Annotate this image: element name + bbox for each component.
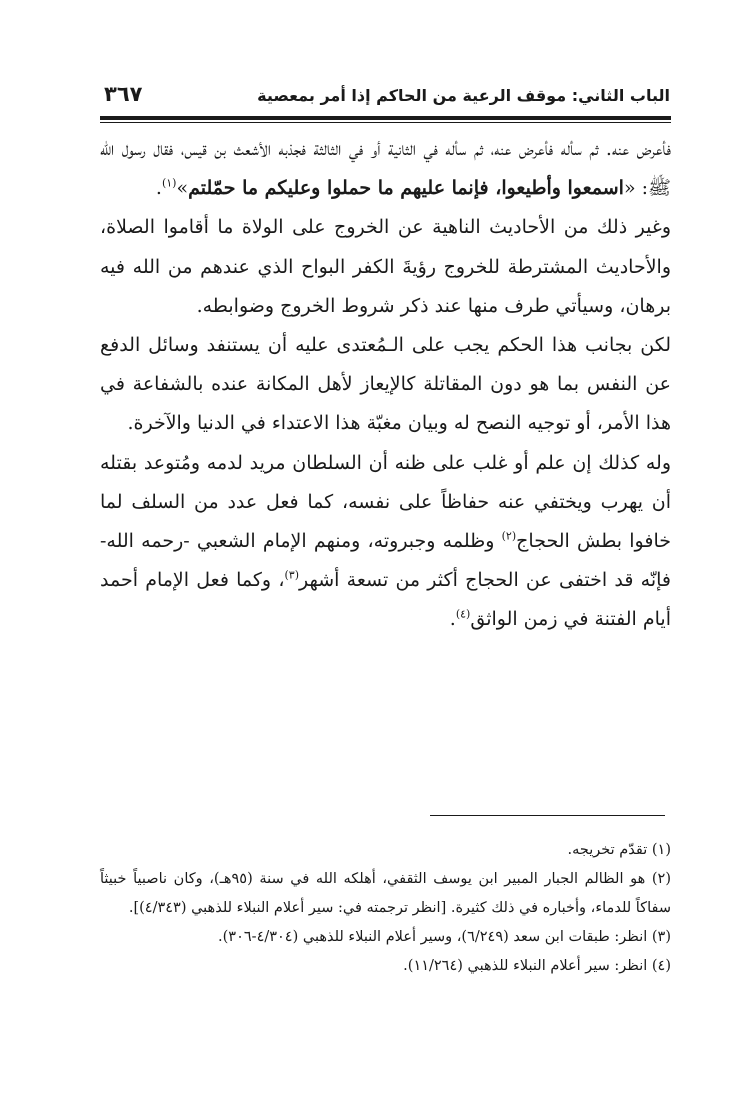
paragraph-4-end: . [449,608,456,631]
quote-close: » [176,177,189,200]
footnote-ref-3: (٣) [284,568,299,582]
header-rule-thin [100,122,671,123]
footnote-2: (٢) هو الظالم الجبار المبير ابن يوسف الثقفي، أهلكه الله في سنة (٩٥هـ)، وكان ناصبياً خبيثاً سفاكاً للدماء، وأخباره في ذلك كثيرة. [انظر ترجمته في: سير أعلام النبلاء للذهبي (٤/٣٤٣)]. [100,871,671,916]
footnote-4: (٤) انظر: سير أعلام النبلاء للذهبي (١١/٢٦٤). [403,958,671,974]
paragraph-4-part-a: وله كذلك إن علم أو غلب على ظنه أن السلطان مريد لدمه ومُتوعد بقتله أن يهرب ويختفي عنه حفاظاً على نفسه، كما فعل عدد من السلف لما خافوا بطش الحجاج [100,451,671,553]
footnote-ref-2: (٢) [501,529,517,543]
paragraph-3: لكن بجانب هذا الحكم يجب على الـمُعتدى عليه أن يستنفد وسائل الدفع عن النفس بما هو دون المقاتلة كالإيعاز لأهل المكانة عنده بالشفاعة في هذا الأمر، أو توجيه النصح له وبيان مغبّة هذا الاعتداء في الدنيا والآخرة. [100,334,671,435]
footnote-separator [430,815,665,816]
page-number: ٣٦٧ [104,82,143,106]
header-rule-thick [100,116,671,120]
paragraph-1 [100,130,671,208]
paragraph-4-part-c: ، وكما فعل الإمام أحمد أيام الفتنة في زمن الواثق [100,569,671,631]
footnote-ref-1: (١) [161,176,177,190]
paragraph-1-end: . [155,177,162,200]
paragraph-4 [100,444,671,640]
running-header [102,84,670,112]
paragraph-2: وغير ذلك من الأحاديث الناهية عن الخروج على الولاة ما أقاموا الصلاة، والأحاديث المشترطة للخروج رؤيةَ الكفر البواح الذي عندهم من الله فيه برهان، وسيأتي طرف منها عند ذكر شروط الخروج وضوابطه. [100,216,671,317]
hadith-quote: اسمعوا وأطيعوا، فإنما عليهم ما حملوا وعليكم ما حمّلتم [188,177,624,200]
footnotes [100,836,671,981]
footnote-3: (٣) انظر: طبقات ابن سعد (٦/٢٤٩)، وسير أعلام النبلاء للذهبي (٤/٣٠٤-٣٠٦). [218,929,671,945]
main-text [100,130,671,640]
chapter-title: الباب الثاني: موقف الرعية من الحاكم إذا أمر بمعصية [257,86,670,105]
paragraph-4-part-b: وظلمه وجبروته، ومنهم الإمام الشعبي -رحمه الله- فإنّه قد اختفى عن الحجاج أكثر من تسعة أشهر [100,530,671,592]
paragraph-1-intro: فأعرض عنه. ثم سأله فأعرض عنه، ثم سأله في الثانية أو في الثالثة فجذبه الأشعث بن قيس، فقال رسول الله ﷺ: « [100,138,671,200]
footnote-ref-4: (٤) [455,608,471,622]
footnote-1: (١) تقدّم تخريجه. [567,842,671,858]
